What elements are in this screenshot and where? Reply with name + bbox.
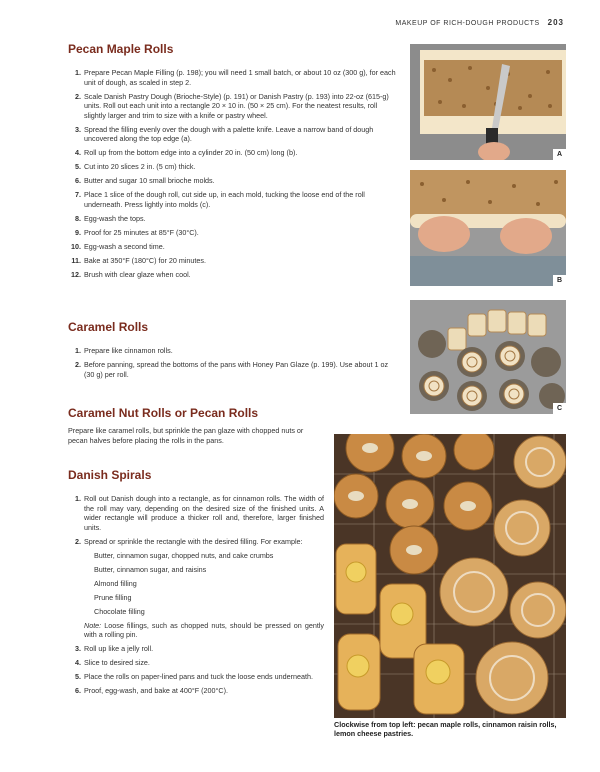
filling-option: Chocolate filling [94, 606, 145, 616]
step-item: 11. Bake at 350°F (180°C) for 20 minutes. [71, 255, 207, 265]
photo-c-brioche-molds [410, 300, 566, 414]
running-title: MAKEUP OF RICH-DOUGH PRODUCTS [395, 20, 540, 27]
caramel-steps [68, 346, 400, 384]
danish-heading: Danish Spirals [68, 468, 152, 482]
step-item: 6. Proof, egg-wash, and bake at 400°F (200°C). [75, 686, 228, 696]
caramel-nut-heading: Caramel Nut Rolls or Pecan Rolls [68, 406, 259, 420]
filling-option: Butter, cinnamon sugar, and raisins [94, 564, 207, 574]
danish-steps [68, 494, 324, 700]
filling-note: Note: Loose fillings, such as chopped nuts, should be pressed on gently with a rolling pin. [84, 620, 325, 640]
step-item: 1. Prepare like cinnamon rolls. [75, 346, 173, 355]
running-header [395, 18, 564, 27]
caramel-nut-text: Prepare like caramel rolls, but sprinkle the pan glaze with chopped nuts or pecan halves before placing the rolls in the pans. [68, 426, 304, 445]
filling-option: Butter, cinnamon sugar, chopped nuts, and cake crumbs [94, 550, 274, 560]
photo-caption: Clockwise from top left: pecan maple rolls, cinnamon raisin rolls, lemon cheese pastries. [334, 720, 557, 739]
step-item: 9. Proof for 25 minutes at 85°F (30°C). [75, 227, 199, 237]
step-item: 10. Egg-wash a second time. [71, 241, 165, 251]
photo-c-label: C [553, 403, 566, 414]
step-item: 2. Scale Danish Pastry Dough (Brioche-Style) (p. 191) or Danish Pastry (p. 193) into 22-oz (615-g) units. Roll out each unit into a rectangle 20 × 10 in. (50 × 25 cm). For the neatest results, roll slightly larger and trim to size with a knife or pastry wheel. [75, 91, 389, 120]
step-item: 3. Roll up like a jelly roll. [75, 644, 154, 654]
step-item: 8. Egg-wash the tops. [75, 213, 146, 223]
photo-a-label: A [553, 149, 566, 160]
step-item: 5. Place the rolls on paper-lined pans and tuck the loose ends underneath. [75, 672, 313, 682]
step-item: 2. Spread or sprinkle the rectangle with the desired filling. For example: [75, 536, 303, 546]
photo-b-label: B [553, 275, 566, 286]
step-item: 4. Roll up from the bottom edge into a cylinder 20 in. (50 cm) long (b). [75, 148, 298, 158]
photo-a-spreading-filling [410, 44, 566, 160]
step-item: 3. Spread the filling evenly over the dough with a palette knife. Leave a narrow band of dough uncovered along the top edge (a). [75, 124, 374, 144]
step-item: 5. Cut into 20 slices 2 in. (5 cm) thick. [75, 162, 196, 172]
step-item: 12. Brush with clear glaze when cool. [71, 269, 191, 279]
caramel-heading: Caramel Rolls [68, 320, 149, 334]
filling-option: Almond filling [94, 578, 137, 588]
step-item: 1. Prepare Pecan Maple Filling (p. 198); you will need 1 small batch, or about 10 oz (300 g), for each unit of dough, as scaled in step 2. [75, 68, 396, 87]
pecan-maple-steps [68, 68, 400, 284]
step-item: 2. Before panning, spread the bottoms of the pans with Honey Pan Glaze (p. 199). Use about 1 oz (30 g) per roll. [75, 359, 389, 379]
filling-option: Prune filling [94, 592, 132, 602]
page-number: 203 [547, 18, 564, 27]
photo-finished-pastries [334, 434, 566, 718]
step-item: 4. Slice to desired size. [75, 658, 150, 668]
pecan-maple-heading: Pecan Maple Rolls [68, 42, 174, 56]
step-item: 7. Place 1 slice of the dough roll, cut side up, in each mold, tucking the loose end of the roll underneath. Press lightly into molds (c). [75, 190, 365, 209]
step-item: 1. Roll out Danish dough into a rectangle, as for cinnamon rolls. The width of the roll may vary, depending on the desired size of the finished units. A wider rectangle will produce a thicker roll and, therefore, larger finished units. [75, 494, 324, 532]
photo-b-rolling-dough [410, 170, 566, 286]
step-item: 6. Butter and sugar 10 small brioche molds. [75, 176, 215, 186]
